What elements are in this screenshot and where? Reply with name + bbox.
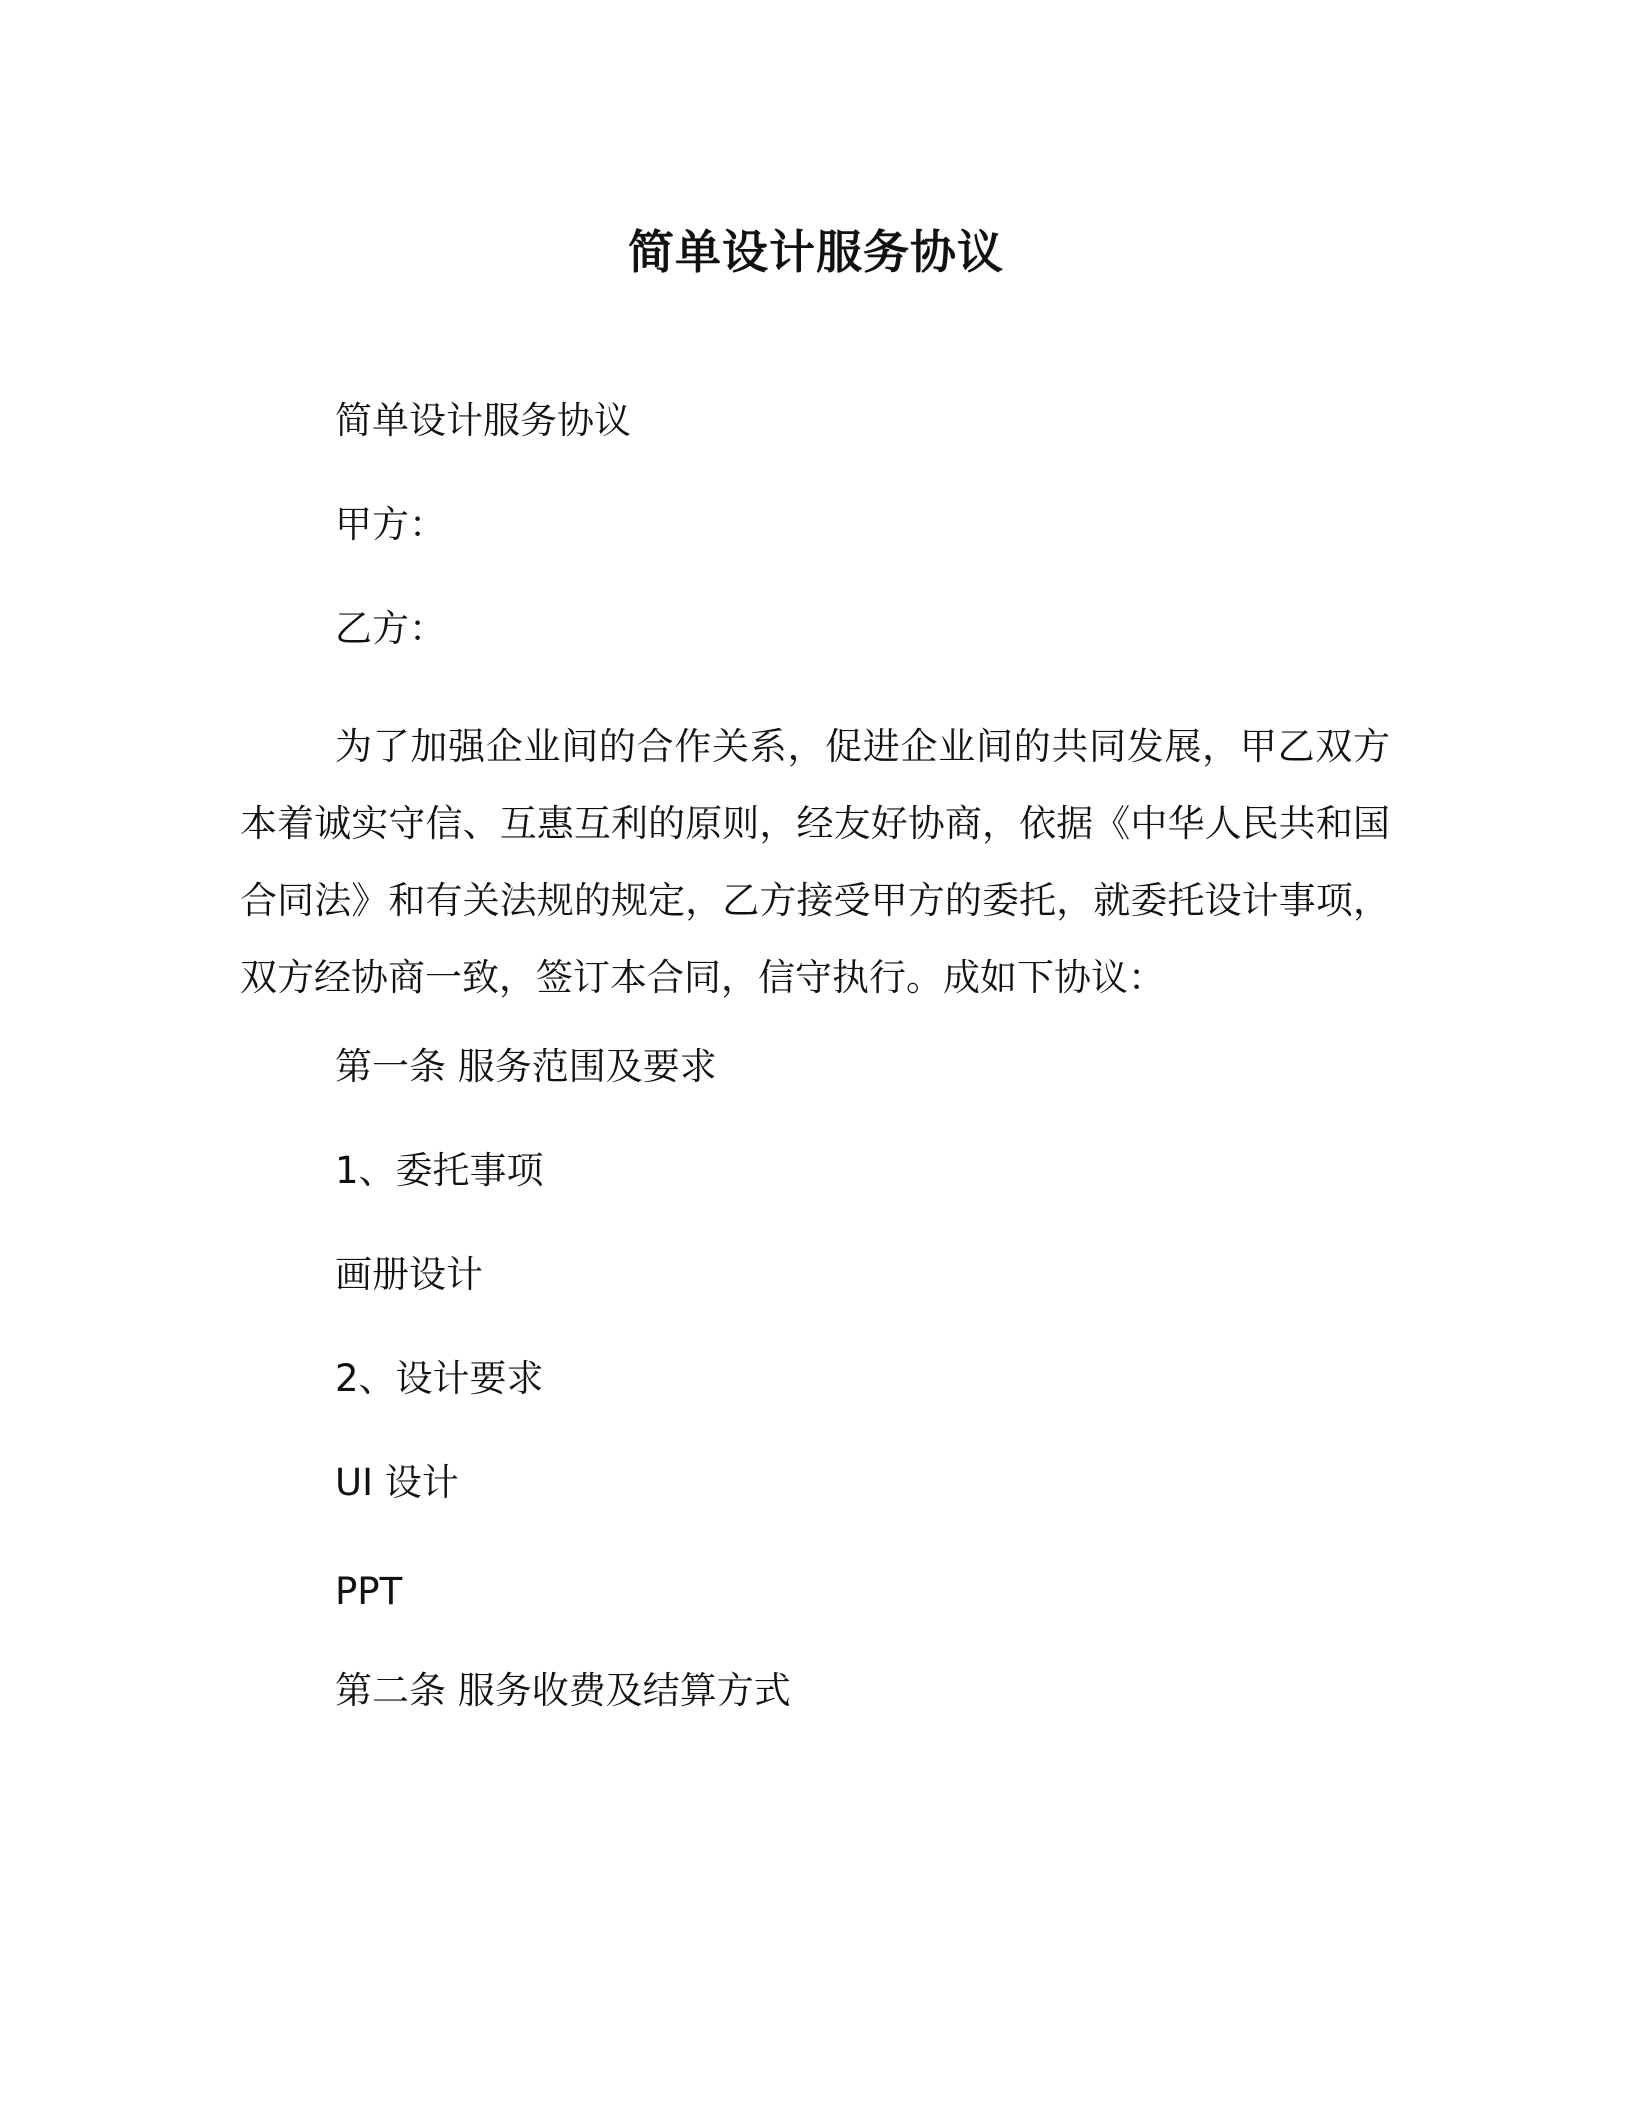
- document-subtitle: 简单设计服务协议: [335, 399, 631, 442]
- article-1-item-1-label: 1、委托事项: [335, 1149, 544, 1192]
- party-b-label: 乙方：: [335, 607, 446, 650]
- article-1-item-2-label: 2、设计要求: [335, 1357, 544, 1400]
- design-requirement-ui: UI 设计: [335, 1461, 459, 1504]
- article-2-heading: 第二条 服务收费及结算方式: [335, 1669, 791, 1712]
- article-1-heading: 第一条 服务范围及要求: [335, 1045, 717, 1088]
- article-1-item-1-value: 画册设计: [335, 1253, 483, 1296]
- party-a-label: 甲方：: [335, 503, 446, 546]
- preamble-paragraph: 为了加强企业间的合作关系，促进企业间的共同发展，甲乙双方本着诚实守信、互惠互利的原则，经友好协商，依据《中华人民共和国合同法》和有关法规的规定，乙方接受甲方的委托，就委托设计事项，双方经协商一致，签订本合同，信守执行。成如下协议：: [240, 725, 1390, 999]
- document-title: 简单设计服务协议: [628, 225, 1004, 279]
- design-requirement-ppt: PPT: [335, 1570, 403, 1613]
